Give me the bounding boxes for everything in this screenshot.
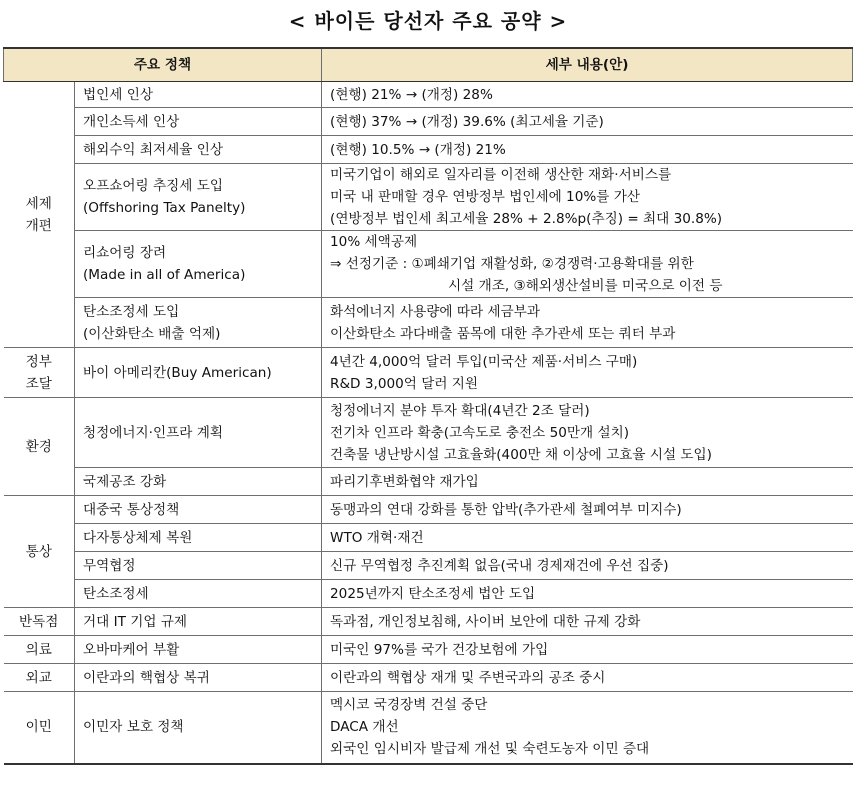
- category-cell: [4, 692, 75, 764]
- category-label: 조달: [25, 375, 52, 392]
- details-text: R&D 3,000억 달러 지원: [330, 375, 479, 392]
- details-cell: [322, 496, 853, 524]
- details-text: 4년간 4,000억 달러 투입(미국산 제품·서비스 구매): [330, 353, 638, 370]
- table-header-row: [4, 48, 853, 82]
- details-text: (연방정부 법인세 최고세율 28% + 2.8%p(추징) = 최대 30.8%): [330, 211, 723, 227]
- table-row: [4, 164, 853, 231]
- header-policy: 주요 정책: [4, 48, 322, 82]
- details-cell: [322, 524, 853, 552]
- category-cell: [4, 636, 75, 664]
- policy-label: 거대 IT 기업 규제: [83, 613, 188, 630]
- details-text: (현행) 21% → (개정) 28%: [330, 86, 493, 103]
- category-cell: [4, 664, 75, 692]
- details-text: 이산화탄소 과다배출 품목에 대한 추가관세 또는 쿼터 부과: [330, 325, 676, 342]
- policy-label: 리쇼어링 장려: [83, 245, 167, 261]
- policy-cell: [75, 496, 322, 524]
- policy-label: 대중국 통상정책: [83, 501, 180, 518]
- table-body: [4, 82, 853, 764]
- category-cell: [4, 398, 75, 496]
- category-label: 환경: [25, 438, 52, 455]
- table-row: [4, 298, 853, 348]
- table-row: [4, 608, 853, 636]
- policy-label: 무역협정: [83, 557, 136, 574]
- details-cell: [322, 348, 853, 398]
- policy-cell: [75, 298, 322, 348]
- table-row: [4, 348, 853, 398]
- details-cell: [322, 108, 853, 136]
- policy-label: (Offshoring Tax Panelty): [83, 200, 246, 216]
- details-text: 동맹과의 연대 강화를 통한 압박(추가관세 철폐여부 미지수): [330, 501, 682, 518]
- policy-cell: [75, 231, 322, 298]
- category-label: 세제: [25, 195, 52, 212]
- table-row: [4, 136, 853, 164]
- details-cell: [322, 231, 853, 298]
- details-text: 청정에너지 분야 투자 확대(4년간 2조 달러): [330, 402, 590, 419]
- details-text: 독과점, 개인정보침해, 사이버 보안에 대한 규제 강화: [330, 613, 641, 630]
- table-row: [4, 636, 853, 664]
- category-cell: [4, 608, 75, 636]
- details-cell: [322, 692, 853, 764]
- policy-cell: [75, 82, 322, 108]
- details-text: 2025년까지 탄소조정세 법안 도입: [330, 585, 536, 602]
- policy-cell: [75, 348, 322, 398]
- table-row: [4, 692, 853, 764]
- details-text: DACA 개선: [330, 719, 399, 736]
- details-text: ⇒ 선정기준 : ①폐쇄기업 재활성화, ②경쟁력·고용확대를 위한: [330, 256, 694, 272]
- policy-label: 개인소득세 인상: [83, 113, 180, 130]
- policy-label: (이산화탄소 배출 억제): [83, 325, 221, 342]
- policy-cell: [75, 136, 322, 164]
- page-title: < 바이든 당선자 주요 공약 >: [288, 9, 568, 33]
- details-cell: [322, 468, 853, 496]
- policy-label: (Made in all of America): [83, 267, 246, 283]
- details-text: 10% 세액공제: [330, 234, 418, 250]
- table-row: [4, 468, 853, 496]
- policy-label: 오프쇼어링 추징세 도입: [83, 178, 223, 194]
- table-row: [4, 664, 853, 692]
- details-text: 신규 무역협정 추진계획 없음(국내 경제재건에 우선 집중): [330, 557, 669, 574]
- policy-cell: [75, 524, 322, 552]
- category-label: 통상: [25, 543, 52, 560]
- policy-label: 청정에너지·인프라 계획: [83, 424, 223, 441]
- policy-cell: [75, 108, 322, 136]
- details-text: 화석에너지 사용량에 따라 세금부과: [330, 303, 540, 320]
- table-row: [4, 524, 853, 552]
- details-text: 미국인 97%를 국가 건강보험에 가입: [330, 641, 549, 658]
- details-cell: [322, 608, 853, 636]
- category-cell: [4, 348, 75, 398]
- policy-cell: [75, 552, 322, 580]
- details-text: 미국 내 판매할 경우 연방정부 법인세에 10%를 가산: [330, 189, 640, 205]
- header-details: 세부 내용(안): [322, 48, 853, 82]
- policy-cell: [75, 580, 322, 608]
- policy-table: [3, 47, 853, 765]
- details-cell: [322, 164, 853, 231]
- policy-cell: [75, 692, 322, 764]
- table-row: [4, 231, 853, 298]
- category-label: 정부: [25, 353, 52, 370]
- details-text: 이란과의 핵협상 재개 및 주변국과의 공조 중시: [330, 669, 606, 686]
- details-text: 멕시코 국경장벽 건설 중단: [330, 697, 488, 714]
- details-text: 파리기후변화협약 재가입: [330, 473, 479, 490]
- details-cell: [322, 398, 853, 468]
- details-text: (현행) 37% → (개정) 39.6% (최고세율 기준): [330, 113, 604, 130]
- category-label: 반독점: [19, 613, 59, 630]
- details-cell: [322, 664, 853, 692]
- policy-label: 국제공조 강화: [83, 473, 167, 490]
- table-row: [4, 496, 853, 524]
- category-label: 개편: [25, 217, 52, 234]
- details-cell: [322, 136, 853, 164]
- category-cell: [4, 82, 75, 348]
- details-cell: [322, 82, 853, 108]
- details-cell: [322, 636, 853, 664]
- policy-cell: [75, 608, 322, 636]
- category-label: 의료: [25, 641, 52, 658]
- policy-cell: [75, 664, 322, 692]
- table-row: [4, 108, 853, 136]
- category-label: 외교: [25, 669, 52, 686]
- category-label: 이민: [25, 719, 52, 736]
- details-cell: [322, 552, 853, 580]
- policy-label: 이란과의 핵협상 복귀: [83, 669, 210, 686]
- policy-cell: [75, 164, 322, 231]
- details-cell: [322, 580, 853, 608]
- details-text: 외국인 임시비자 발급제 개선 및 숙련도농자 이민 증대: [330, 741, 650, 758]
- details-text: 미국기업이 해외로 일자리를 이전해 생산한 재화·서비스를: [330, 167, 672, 183]
- policy-label: 법인세 인상: [83, 86, 153, 103]
- details-text: (현행) 10.5% → (개정) 21%: [330, 141, 506, 158]
- details-text: 시설 개조, ③해외생산설비를 미국으로 이전 등: [448, 278, 723, 294]
- table-row: [4, 82, 853, 108]
- policy-label: 바이 아메리칸(Buy American): [83, 364, 272, 381]
- policy-label: 탄소조정세 도입: [83, 303, 180, 320]
- policy-label: 해외수익 최저세율 인상: [83, 141, 223, 158]
- policy-label: 오바마케어 부활: [83, 641, 180, 658]
- details-cell: [322, 298, 853, 348]
- policy-label: 탄소조정세: [83, 585, 149, 602]
- policy-cell: [75, 636, 322, 664]
- policy-cell: [75, 398, 322, 468]
- policy-label: 이민자 보호 정책: [83, 719, 184, 736]
- table-row: [4, 552, 853, 580]
- table-row: [4, 398, 853, 468]
- details-text: 전기차 인프라 확충(고속도로 충전소 50만개 설치): [330, 424, 630, 441]
- policy-label: 다자통상체제 복원: [83, 529, 193, 546]
- details-text: 건축물 냉난방시설 고효율화(400만 채 이상에 고효율 시설 도입): [330, 446, 712, 463]
- details-text: WTO 개혁·재건: [330, 529, 424, 546]
- table-row: [4, 580, 853, 608]
- policy-cell: [75, 468, 322, 496]
- category-cell: [4, 496, 75, 608]
